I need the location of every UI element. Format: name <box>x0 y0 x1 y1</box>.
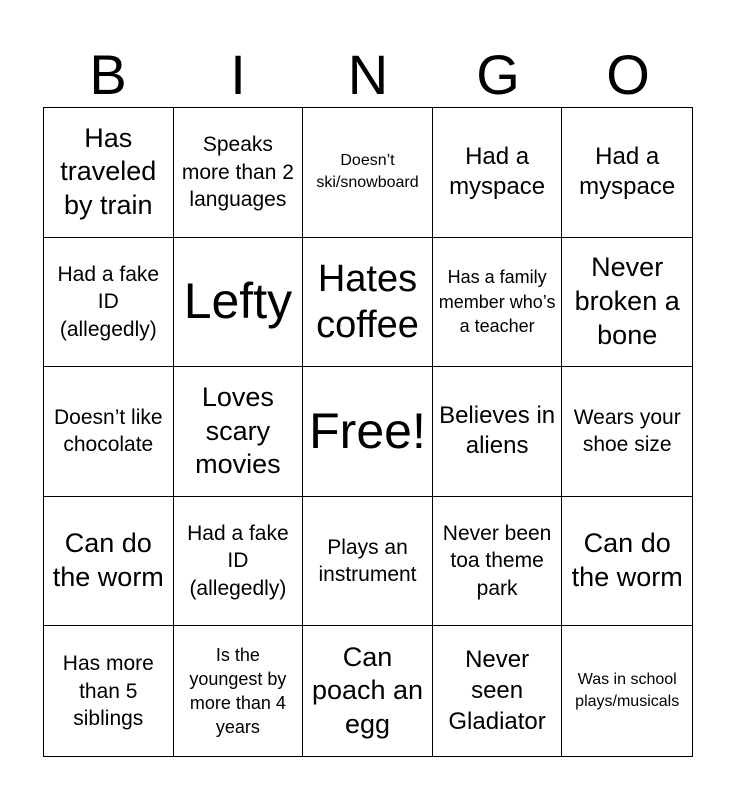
bingo-cell[interactable]: Has more than 5 siblings <box>44 626 174 756</box>
bingo-cell[interactable]: Plays an instrument <box>303 497 433 627</box>
bingo-cell[interactable]: Has a family member who’s a teacher <box>433 238 563 368</box>
header-letter-b: B <box>89 43 127 106</box>
bingo-cell[interactable]: Had a myspace <box>562 108 692 238</box>
bingo-header <box>43 42 693 108</box>
bingo-cell[interactable]: Never been toa theme park <box>433 497 563 627</box>
bingo-cell[interactable]: Can poach an egg <box>303 626 433 756</box>
bingo-cell[interactable]: Lefty <box>174 238 304 368</box>
header-letter-g: G <box>476 43 520 106</box>
bingo-cell[interactable]: Believes in aliens <box>433 367 563 497</box>
bingo-cell[interactable]: Has traveled by train <box>44 108 174 238</box>
bingo-cell[interactable]: Is the youngest by more than 4 years <box>174 626 304 756</box>
header-letter-i: I <box>230 43 246 106</box>
bingo-board <box>43 107 693 757</box>
bingo-cell[interactable]: Can do the worm <box>44 497 174 627</box>
bingo-cell[interactable]: Had a myspace <box>433 108 563 238</box>
header-letter-o: O <box>606 43 650 106</box>
bingo-cell[interactable]: Never broken a bone <box>562 238 692 368</box>
bingo-cell[interactable]: Doesn’t ski/snowboard <box>303 108 433 238</box>
bingo-cell[interactable]: Had a fake ID (allegedly) <box>174 497 304 627</box>
bingo-cell[interactable]: Loves scary movies <box>174 367 304 497</box>
bingo-cell[interactable]: Was in school plays/musicals <box>575 671 680 711</box>
bingo-cell-free[interactable]: Free! <box>303 367 433 497</box>
bingo-cell[interactable]: Can do the worm <box>562 497 692 627</box>
bingo-cell[interactable]: Speaks more than 2 languages <box>174 108 304 238</box>
header-letter-n: N <box>347 43 389 106</box>
bingo-cell[interactable]: Wears your shoe size <box>562 367 692 497</box>
bingo-cell[interactable]: Doesn’t like chocolate <box>44 367 174 497</box>
bingo-cell[interactable]: Never seen Gladiator <box>433 626 563 756</box>
bingo-cell[interactable]: Hates coffee <box>303 238 433 368</box>
bingo-cell[interactable]: Had a fake ID (allegedly) <box>44 238 174 368</box>
